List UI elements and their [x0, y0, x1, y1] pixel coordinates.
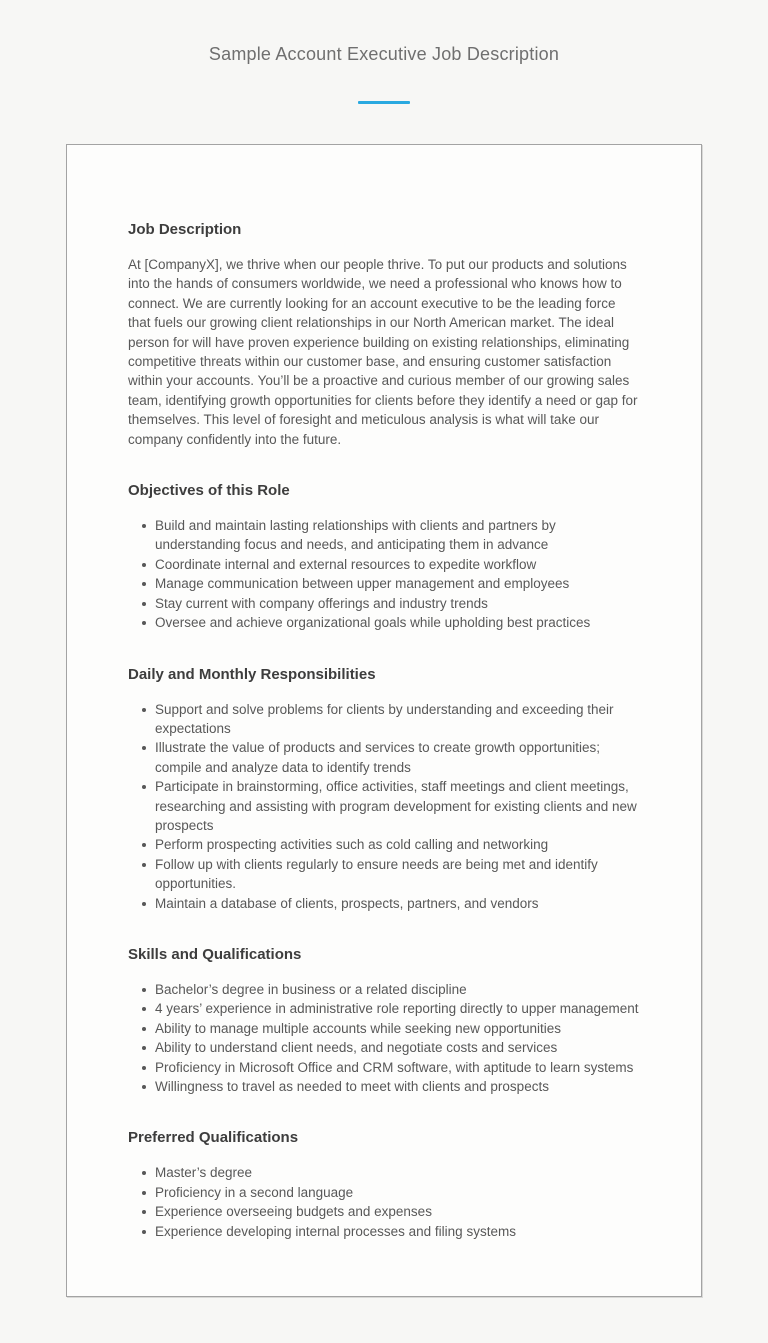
bullet-item: Perform prospecting activities such as cold calling and networking: [155, 835, 640, 854]
bullet-item: Follow up with clients regularly to ensure needs are being met and identify opportunities.: [155, 855, 640, 894]
document-section: [128, 219, 640, 449]
section-paragraph: At [CompanyX], we thrive when our people thrive. To put our products and solutions into the hands of consumers worldwide, we need a professional who knows how to connect. We are currently looking for an account executive to be the leading force that fuels our growing client relationships in our North American market. The ideal person for will have proven experience building on existing relationships, eliminating competitive threats within our customer base, and ensuring customer satisfaction within your accounts. You’ll be a proactive and curious member of our growing sales team, identifying growth opportunities for clients before they identify a need or gap for themselves. This level of foresight and meticulous analysis is what will take our company confidently into the future.: [128, 257, 638, 447]
bullet-item: Willingness to travel as needed to meet with clients and prospects: [155, 1077, 640, 1096]
bullet-item: Experience developing internal processes and filing systems: [155, 1222, 640, 1241]
document-sections: [128, 219, 640, 1241]
bullet-item: Bachelor’s degree in business or a related discipline: [155, 980, 640, 999]
bullet-item: 4 years’ experience in administrative role reporting directly to upper management: [155, 999, 640, 1018]
section-bullet-list: [128, 700, 640, 913]
document-section: [128, 664, 640, 913]
section-heading: Job Description: [128, 221, 242, 238]
document-section: [128, 1127, 640, 1241]
section-heading: Preferred Qualifications: [128, 1129, 299, 1147]
bullet-item: Oversee and achieve organizational goals while upholding best practices: [155, 613, 640, 632]
bullet-item: Ability to understand client needs, and negotiate costs and services: [155, 1038, 640, 1057]
job-description-card: [66, 144, 702, 1297]
bullet-item: Experience overseeing budgets and expenses: [155, 1202, 640, 1221]
section-bullet-list: [128, 516, 640, 632]
bullet-item: Manage communication between upper management and employees: [155, 574, 640, 593]
section-bullet-list: [128, 1163, 640, 1241]
section-bullet-list: [128, 980, 640, 1096]
bullet-item: Coordinate internal and external resources to expedite workflow: [155, 555, 640, 574]
bullet-item: Stay current with company offerings and industry trends: [155, 594, 640, 613]
bullet-item: Proficiency in a second language: [155, 1183, 640, 1202]
bullet-item: Proficiency in Microsoft Office and CRM software, with aptitude to learn systems: [155, 1058, 640, 1077]
bullet-item: Master’s degree: [155, 1163, 640, 1182]
section-heading: Objectives of this Role: [128, 482, 290, 500]
document-section: [128, 480, 640, 632]
bullet-item: Illustrate the value of products and services to create growth opportunities; compile and analyze data to identify trends: [155, 738, 640, 777]
bullet-item: Maintain a database of clients, prospects, partners, and vendors: [155, 894, 640, 913]
section-heading: Skills and Qualifications: [128, 945, 302, 963]
bullet-item: Participate in brainstorming, office activities, staff meetings and client meetings, researching and assisting with program development for existing clients and new prospects: [155, 777, 640, 835]
page-title: Sample Account Executive Job Description: [208, 44, 560, 64]
bullet-item: Support and solve problems for clients by understanding and exceeding their expectations: [155, 700, 640, 739]
section-heading: Daily and Monthly Responsibilities: [128, 665, 376, 683]
bullet-item: Ability to manage multiple accounts while seeking new opportunities: [155, 1019, 640, 1038]
accent-divider: [358, 101, 410, 104]
bullet-item: Build and maintain lasting relationships with clients and partners by understanding focus and needs, and anticipating them in advance: [155, 516, 640, 555]
document-section: [128, 944, 640, 1096]
